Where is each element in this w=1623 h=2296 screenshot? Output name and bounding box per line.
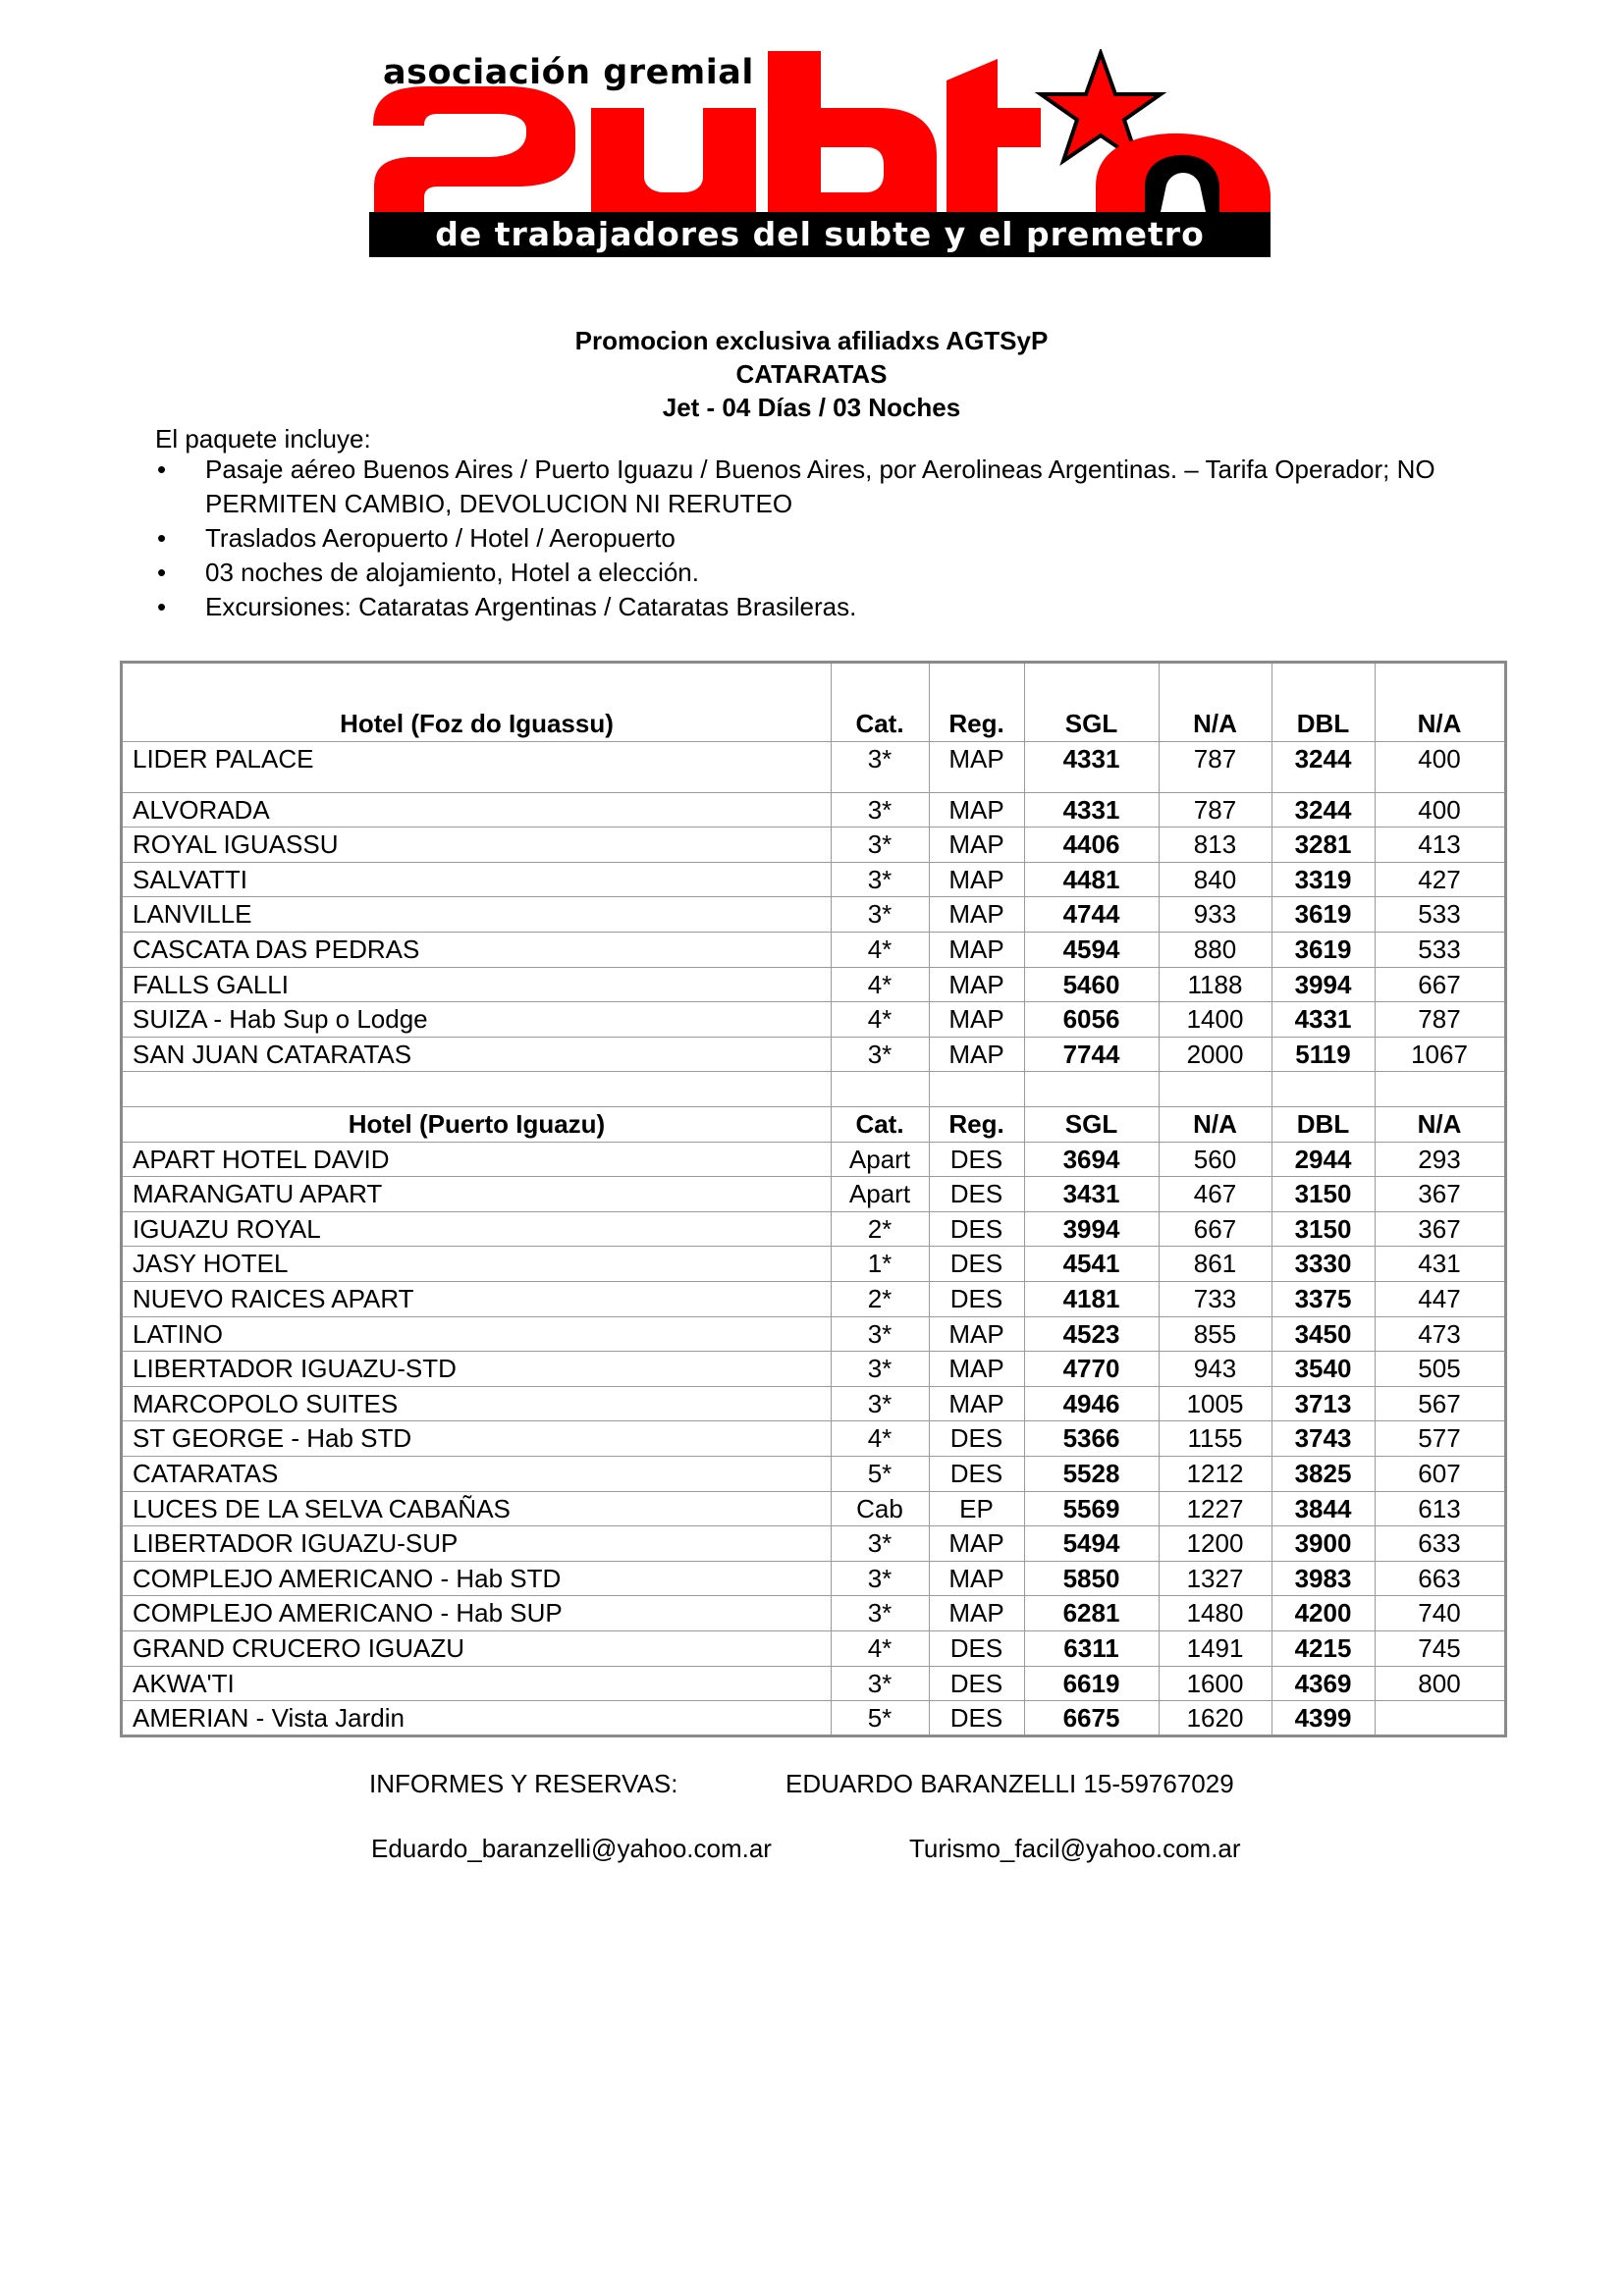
list-item-text: Excursiones: Cataratas Argentinas / Cataratas Brasileras. xyxy=(205,592,857,621)
cell-cat: 4* xyxy=(867,1633,893,1663)
bullet-icon: • xyxy=(157,592,167,621)
cell-sgl: 4481 xyxy=(1062,864,1120,894)
promo-title: Promocion exclusiva afiliadxs AGTSyP xyxy=(574,326,1049,355)
cell-hotel: LIBERTADOR IGUAZU-STD xyxy=(133,1354,457,1384)
cell-na2: 427 xyxy=(1418,864,1461,894)
cell-na1: 1620 xyxy=(1186,1703,1244,1734)
cell-cat: Apart xyxy=(848,1179,911,1209)
cell-cat: 3* xyxy=(867,1563,893,1593)
logo-band-text: de trabajadores del subte y el premetro xyxy=(369,212,1271,257)
cell-hotel: SUIZA - Hab Sup o Lodge xyxy=(133,1004,428,1035)
cell-hotel: MARANGATU APART xyxy=(133,1179,383,1209)
cell-na2: 567 xyxy=(1418,1388,1461,1418)
cell-cat: 4* xyxy=(867,969,893,999)
header-cell-hotel: Hotel (Foz do Iguassu) xyxy=(340,709,614,738)
destination-title: CATARATAS xyxy=(735,359,888,389)
cell-hotel: CATARATAS xyxy=(133,1459,279,1488)
cell-reg: DES xyxy=(949,1423,1003,1454)
cell-reg: MAP xyxy=(948,1598,1004,1629)
list-item-text: 03 noches de alojamiento, Hotel a elección. xyxy=(205,558,699,587)
cell-dbl: 2944 xyxy=(1294,1144,1352,1174)
cell-na1: 1600 xyxy=(1186,1668,1244,1698)
cell-dbl: 3900 xyxy=(1294,1528,1352,1559)
cell-cat: 3* xyxy=(867,829,893,860)
cell-hotel: AKWA'TI xyxy=(133,1668,235,1698)
cell-na1: 467 xyxy=(1193,1179,1237,1209)
cell-dbl: 3281 xyxy=(1294,829,1352,860)
cell-sgl: 6619 xyxy=(1062,1668,1120,1698)
cell-sgl: 3994 xyxy=(1062,1213,1120,1244)
cell-sgl: 4541 xyxy=(1062,1249,1120,1279)
cell-na1: 1200 xyxy=(1186,1528,1244,1559)
cell-sgl: 5460 xyxy=(1062,969,1120,999)
cell-sgl: 4594 xyxy=(1062,934,1120,964)
cell-cat: Cab xyxy=(856,1493,903,1523)
cell-hotel: FALLS GALLI xyxy=(133,969,289,999)
cell-na1: 943 xyxy=(1193,1354,1237,1384)
cell-hotel: ST GEORGE - Hab STD xyxy=(133,1423,412,1454)
cell-reg: MAP xyxy=(948,1318,1004,1349)
cell-na1: 733 xyxy=(1193,1284,1237,1313)
cell-na2: 533 xyxy=(1418,899,1461,930)
cell-cat: 4* xyxy=(867,934,893,964)
cell-na2: 633 xyxy=(1418,1528,1461,1559)
cell-reg: EP xyxy=(959,1493,994,1523)
cell-cat: 5* xyxy=(867,1703,893,1734)
cell-na2: 473 xyxy=(1418,1318,1461,1349)
cell-dbl: 3319 xyxy=(1294,864,1352,894)
cell-na1: 1327 xyxy=(1186,1563,1244,1593)
cell-dbl: 3330 xyxy=(1294,1249,1352,1279)
row-divider xyxy=(123,1071,1504,1072)
cell-sgl: 4181 xyxy=(1062,1284,1120,1313)
cell-reg: MAP xyxy=(948,829,1004,860)
cell-reg: DES xyxy=(949,1668,1003,1698)
cell-hotel: APART HOTEL DAVID xyxy=(133,1144,390,1174)
cell-cat: 3* xyxy=(867,1528,893,1559)
cell-reg: MAP xyxy=(948,864,1004,894)
cell-dbl: 5119 xyxy=(1295,1039,1351,1069)
cell-na1: 787 xyxy=(1193,794,1237,825)
cell-hotel: CASCATA DAS PEDRAS xyxy=(133,934,420,964)
cell-reg: MAP xyxy=(948,1039,1004,1069)
cell-hotel: MARCOPOLO SUITES xyxy=(133,1388,399,1418)
cell-na2: 400 xyxy=(1418,743,1461,774)
cell-cat: 5* xyxy=(867,1459,893,1488)
cell-na2: 667 xyxy=(1418,969,1461,999)
header-cell-na1: N/A xyxy=(1193,1109,1237,1139)
cell-reg: DES xyxy=(949,1179,1003,1209)
cell-dbl: 3994 xyxy=(1294,969,1352,999)
footer-contact: EDUARDO BARANZELLI 15-59767029 xyxy=(785,1769,1234,1798)
cell-cat: 2* xyxy=(867,1213,893,1244)
cell-sgl: 5850 xyxy=(1062,1563,1120,1593)
footer-email-1: Eduardo_baranzelli@yahoo.com.ar xyxy=(371,1834,772,1863)
cell-reg: MAP xyxy=(948,1388,1004,1418)
cell-hotel: IGUAZU ROYAL xyxy=(133,1213,321,1244)
cell-na2: 431 xyxy=(1418,1249,1461,1279)
cell-sgl: 4406 xyxy=(1062,829,1120,860)
cell-sgl: 6675 xyxy=(1062,1703,1120,1734)
cell-dbl: 3244 xyxy=(1294,794,1352,825)
cell-sgl: 4331 xyxy=(1062,743,1120,774)
cell-cat: 2* xyxy=(867,1284,893,1313)
cell-na1: 840 xyxy=(1193,864,1237,894)
cell-reg: DES xyxy=(949,1284,1003,1313)
cell-na1: 861 xyxy=(1193,1249,1237,1279)
bullet-icon: • xyxy=(157,454,167,484)
cell-sgl: 4331 xyxy=(1062,794,1120,825)
cell-hotel: GRAND CRUCERO IGUAZU xyxy=(133,1633,465,1663)
cell-hotel: ALVORADA xyxy=(133,794,270,825)
cell-na1: 2000 xyxy=(1186,1039,1244,1069)
cell-cat: 3* xyxy=(867,1318,893,1349)
header-cell-cat: Cat. xyxy=(855,1109,904,1139)
header-cell-na2: N/A xyxy=(1417,1109,1462,1139)
cell-na2: 400 xyxy=(1418,794,1461,825)
cell-sgl: 3431 xyxy=(1062,1179,1120,1209)
logo-top-text: asociación gremial xyxy=(383,53,754,92)
cell-na1: 1491 xyxy=(1186,1633,1244,1663)
duration-title: Jet - 04 Días / 03 Noches xyxy=(662,393,961,422)
cell-cat: 3* xyxy=(867,899,893,930)
cell-hotel: LATINO xyxy=(133,1318,223,1349)
cell-sgl: 4770 xyxy=(1062,1354,1120,1384)
cell-dbl: 3825 xyxy=(1294,1459,1352,1488)
cell-reg: DES xyxy=(949,1459,1003,1488)
cell-dbl: 4331 xyxy=(1294,1004,1352,1035)
cell-na1: 1155 xyxy=(1187,1423,1243,1454)
cell-sgl: 5569 xyxy=(1062,1493,1120,1523)
cell-sgl: 6281 xyxy=(1062,1598,1120,1629)
bullet-icon: • xyxy=(157,558,167,587)
cell-reg: DES xyxy=(949,1144,1003,1174)
header-cell-hotel: Hotel (Puerto Iguazu) xyxy=(348,1109,606,1139)
cell-dbl: 3743 xyxy=(1294,1423,1352,1454)
cell-na2: 787 xyxy=(1418,1004,1461,1035)
cell-cat: 3* xyxy=(867,743,893,774)
cell-sgl: 5366 xyxy=(1062,1423,1120,1454)
cell-na2: 613 xyxy=(1418,1493,1461,1523)
cell-na2: 367 xyxy=(1418,1179,1461,1209)
cell-dbl: 3540 xyxy=(1294,1354,1352,1384)
cell-na1: 933 xyxy=(1193,899,1237,930)
cell-cat: 3* xyxy=(867,794,893,825)
cell-reg: DES xyxy=(949,1213,1003,1244)
header-cell-sgl: SGL xyxy=(1064,1109,1118,1139)
cell-reg: DES xyxy=(949,1633,1003,1663)
cell-na1: 667 xyxy=(1193,1213,1237,1244)
cell-na2: 745 xyxy=(1418,1633,1461,1663)
cell-hotel: NUEVO RAICES APART xyxy=(133,1284,414,1313)
cell-na1: 560 xyxy=(1193,1144,1237,1174)
cell-cat: 3* xyxy=(867,1668,893,1698)
cell-sgl: 3694 xyxy=(1062,1144,1120,1174)
cell-dbl: 3375 xyxy=(1294,1284,1352,1313)
cell-reg: MAP xyxy=(948,1563,1004,1593)
header-cell-reg: Reg. xyxy=(948,709,1004,738)
cell-na2: 663 xyxy=(1418,1563,1461,1593)
footer-label: INFORMES Y RESERVAS: xyxy=(369,1769,678,1798)
cell-hotel: AMERIAN - Vista Jardin xyxy=(133,1703,405,1734)
cell-na2: 447 xyxy=(1418,1284,1461,1313)
cell-hotel: LIDER PALACE xyxy=(133,743,314,774)
cell-reg: MAP xyxy=(948,1354,1004,1384)
cell-na1: 1400 xyxy=(1186,1004,1244,1035)
bullet-icon: • xyxy=(157,523,167,553)
cell-na1: 1227 xyxy=(1186,1493,1244,1523)
union-logo xyxy=(369,49,1271,257)
header-cell-cat: Cat. xyxy=(855,709,904,738)
cell-dbl: 4200 xyxy=(1294,1598,1352,1629)
cell-na2: 533 xyxy=(1418,934,1461,964)
cell-cat: 1* xyxy=(867,1249,893,1279)
cell-dbl: 4369 xyxy=(1294,1668,1352,1698)
cell-dbl: 3450 xyxy=(1294,1318,1352,1349)
cell-hotel: LUCES DE LA SELVA CABAÑAS xyxy=(133,1493,511,1523)
cell-dbl: 4215 xyxy=(1294,1633,1352,1663)
cell-na1: 855 xyxy=(1193,1318,1237,1349)
cell-cat: 4* xyxy=(867,1423,893,1454)
cell-cat: 3* xyxy=(867,1354,893,1384)
cell-na2: 413 xyxy=(1418,829,1461,860)
header-cell-na1: N/A xyxy=(1193,709,1237,738)
cell-dbl: 3619 xyxy=(1294,899,1352,930)
package-includes-label: El paquete incluye: xyxy=(155,424,371,454)
cell-reg: MAP xyxy=(948,794,1004,825)
cell-na2: 505 xyxy=(1418,1354,1461,1384)
cell-na1: 1480 xyxy=(1186,1598,1244,1629)
cell-reg: MAP xyxy=(948,899,1004,930)
cell-sgl: 6056 xyxy=(1062,1004,1120,1035)
cell-hotel: SALVATTI xyxy=(133,864,248,894)
list-item-text: Traslados Aeropuerto / Hotel / Aeropuerto xyxy=(205,523,676,553)
cell-sgl: 5494 xyxy=(1062,1528,1120,1559)
cell-dbl: 3150 xyxy=(1294,1179,1352,1209)
cell-sgl: 4523 xyxy=(1062,1318,1120,1349)
cell-dbl: 3619 xyxy=(1294,934,1352,964)
cell-cat: 4* xyxy=(867,1004,893,1035)
cell-hotel: SAN JUAN CATARATAS xyxy=(133,1039,412,1069)
cell-sgl: 4744 xyxy=(1062,899,1120,930)
cell-dbl: 4399 xyxy=(1294,1703,1352,1734)
cell-cat: 3* xyxy=(867,864,893,894)
cell-reg: DES xyxy=(949,1249,1003,1279)
cell-na1: 1188 xyxy=(1187,969,1243,999)
cell-dbl: 3844 xyxy=(1294,1493,1352,1523)
cell-hotel: JASY HOTEL xyxy=(133,1249,289,1279)
cell-hotel: ROYAL IGUASSU xyxy=(133,829,339,860)
cell-na2: 293 xyxy=(1418,1144,1461,1174)
cell-hotel: COMPLEJO AMERICANO - Hab STD xyxy=(133,1563,562,1593)
cell-hotel: LIBERTADOR IGUAZU-SUP xyxy=(133,1528,459,1559)
cell-hotel: COMPLEJO AMERICANO - Hab SUP xyxy=(133,1598,563,1629)
cell-na1: 813 xyxy=(1193,829,1237,860)
cell-reg: MAP xyxy=(948,743,1004,774)
list-item xyxy=(157,453,1551,521)
header-cell-sgl: SGL xyxy=(1064,709,1118,738)
cell-na1: 1212 xyxy=(1186,1459,1244,1488)
cell-na2: 607 xyxy=(1418,1459,1461,1488)
header-cell-dbl: DBL xyxy=(1296,1109,1350,1139)
cell-dbl: 3983 xyxy=(1294,1563,1352,1593)
list-item-text: Pasaje aéreo Buenos Aires / Puerto Iguazu / Buenos Aires, por Aerolineas Argentinas. – Tarifa Operador; NO PERMITEN CAMBIO, DEVOLUCION NI RERUTEO xyxy=(205,454,1435,518)
cell-na2: 1067 xyxy=(1411,1039,1468,1069)
cell-cat: 3* xyxy=(867,1039,893,1069)
cell-sgl: 7744 xyxy=(1062,1039,1120,1069)
cell-sgl: 6311 xyxy=(1063,1633,1119,1663)
cell-reg: MAP xyxy=(948,1004,1004,1035)
footer-email-2: Turismo_facil@yahoo.com.ar xyxy=(909,1834,1241,1863)
header-cell-na2: N/A xyxy=(1417,709,1462,738)
cell-reg: MAP xyxy=(948,1528,1004,1559)
cell-na1: 787 xyxy=(1193,743,1237,774)
cell-na1: 1005 xyxy=(1186,1388,1244,1418)
cell-na2: 800 xyxy=(1418,1668,1461,1698)
cell-sgl: 4946 xyxy=(1062,1388,1120,1418)
cell-hotel: LANVILLE xyxy=(133,899,252,930)
cell-reg: MAP xyxy=(948,969,1004,999)
cell-na2: 577 xyxy=(1418,1423,1461,1454)
cell-dbl: 3244 xyxy=(1294,743,1352,774)
cell-cat: 3* xyxy=(867,1388,893,1418)
cell-cat: 3* xyxy=(867,1598,893,1629)
cell-sgl: 5528 xyxy=(1062,1459,1120,1488)
cell-cat: Apart xyxy=(848,1144,911,1174)
header-cell-dbl: DBL xyxy=(1296,709,1350,738)
cell-reg: DES xyxy=(949,1703,1003,1734)
cell-na2: 367 xyxy=(1418,1213,1461,1244)
cell-na2: 740 xyxy=(1418,1598,1461,1629)
cell-dbl: 3713 xyxy=(1294,1388,1352,1418)
price-table xyxy=(120,661,1507,1737)
header-cell-reg: Reg. xyxy=(948,1109,1004,1139)
cell-reg: MAP xyxy=(948,934,1004,964)
cell-na1: 880 xyxy=(1193,934,1237,964)
cell-dbl: 3150 xyxy=(1294,1213,1352,1244)
